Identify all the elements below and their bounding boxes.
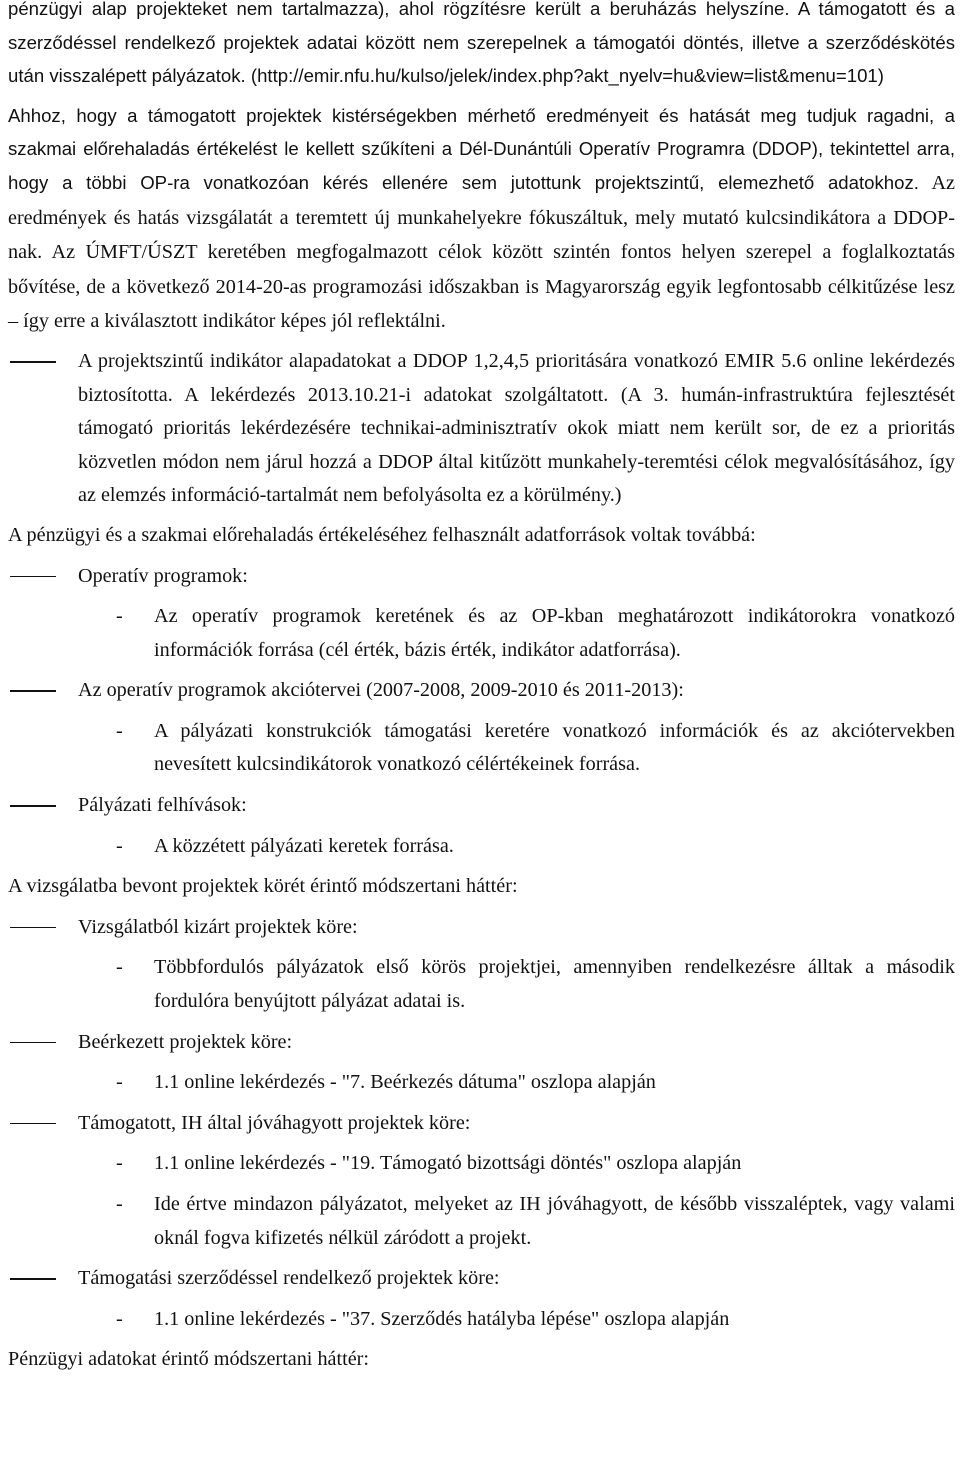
sub-list-item <box>8 1303 955 1337</box>
hyphen-bullet: - <box>116 1071 123 1094</box>
data-sources-list <box>8 560 955 864</box>
sub-list-item-text: A pályázati konstrukciók támogatási keretére vonatkozó információk és az akciótervekben nevesített kulcsindikátorok vonatkozó célértékeinek forrása. <box>154 719 955 776</box>
document-page <box>8 0 955 1377</box>
sub-list-item <box>8 1188 955 1255</box>
project-scope-list <box>8 911 955 1337</box>
hyphen-bullet: - <box>116 1152 123 1175</box>
dash-bullet-icon <box>10 361 56 363</box>
dash-bullet-icon <box>10 1123 56 1125</box>
sub-list-item <box>8 600 955 667</box>
dash-bullet-icon <box>10 576 56 578</box>
sub-list-item-text: 1.1 online lekérdezés - "7. Beérkezés dátuma" oszlopa alapján <box>154 1071 656 1094</box>
dash-list-item-label: Operatív programok: <box>78 564 248 587</box>
indicator-list-item-text: A projektszintű indikátor alapadatokat a DDOP 1,2,4,5 prioritására vonatkozó EMIR 5.6 online lekérdezés biztosította. A lekérdezés 2013.10.21-i adatokat szolgáltatott. (A 3. humán-infrastruktúra fejlesztését támogató prioritás lekérdezésére technikai-adminisztratív okok miatt nem került sor, de ez a prioritás közvetlen módon nem járul hozzá a DDOP által kitűzött munkahely-teremtési célok megvalósításához, így az elemzés információ-tartalmát nem befolyásolta ez a körülmény.) <box>78 349 955 507</box>
data-sources-heading: A pénzügyi és a szakmai előrehaladás értékeléséhez felhasznált adatforrások voltak továbbá: <box>8 523 756 546</box>
indicator-list-item <box>8 345 955 513</box>
dash-list-item-label: Beérkezett projektek köre: <box>78 1030 293 1053</box>
financial-methodology-heading: Pénzügyi adatokat érintő módszertani háttér: <box>8 1348 370 1371</box>
dash-list-item <box>8 911 955 945</box>
hyphen-bullet: - <box>116 605 123 628</box>
dash-list-item-label: Támogatási szerződéssel rendelkező projektek köre: <box>78 1267 500 1290</box>
methodology-paragraph <box>8 99 955 339</box>
sub-list-item <box>8 1147 955 1181</box>
methodology-paragraph-part1: Ahhoz, hogy a támogatott projektek kistérségekben mérhető eredményeit és hatását meg tudjuk ragadni, a szakmai előrehaladás értékelést le kellett szűkíteni a Dél-Dunántúli Operatív Programra (DDOP), tekintettel arra, hogy a többi OP-ra vonatkozóan kérés ellenére sem jutottunk projektszintű, elemezhető adatokhoz. <box>8 104 955 193</box>
dash-list-item <box>8 674 955 708</box>
hyphen-bullet: - <box>116 956 123 979</box>
dash-list-item-label: Vizsgálatból kizárt projektek köre: <box>78 915 358 938</box>
methodology-paragraph-part2: Az eredmények és hatás vizsgálatát a teremtett új munkahelyekre fókuszáltuk, mely mutató kulcsindikátora a DDOP-nak. Az ÚMFT/ÚSZT keretében megfogalmazott célok között szintén fontos helyen szerepel a foglalkoztatás bővítése, de a következő 2014-20-as programozási időszakban is Magyarország egyik legfontosabb célkitűzése lesz – így erre a kiválasztott indikátor képes jól reflektálni. <box>8 171 955 333</box>
project-scope-heading: A vizsgálatba bevont projektek körét érintő módszertani háttér: <box>8 875 518 898</box>
sub-list-item-text: 1.1 online lekérdezés - "37. Szerződés hatályba lépése" oszlopa alapján <box>154 1307 730 1330</box>
dash-bullet-icon <box>10 805 56 807</box>
dash-list-item-label: Az operatív programok akciótervei (2007-2008, 2009-2010 és 2011-2013): <box>78 679 684 702</box>
hyphen-bullet: - <box>116 834 123 857</box>
dash-list-item-label: Támogatott, IH által jóváhagyott projektek köre: <box>78 1111 471 1134</box>
sub-list-item-text: Ide értve mindazon pályázatot, melyeket az IH jóváhagyott, de később visszaléptek, vagy valami oknál fogva kifizetés nélkül záródott a projekt. <box>154 1193 955 1249</box>
dash-list-item <box>8 789 955 823</box>
sub-list-item <box>8 715 955 782</box>
hyphen-bullet: - <box>116 1307 123 1330</box>
dash-list-item <box>8 1262 955 1296</box>
dash-list-item <box>8 1026 955 1060</box>
intro-paragraph: pénzügyi alap projekteket nem tartalmazza), ahol rögzítésre került a beruházás helyszíne. A támogatott és a szerződéssel rendelkező projektek adatai között nem szerepelnek a támogatói döntés, illetve a szerződéskötés után visszalépett pályázatok. (http://emir.nfu.hu/kulso/jelek/index.php?akt_nyelv=hu&view=list&menu=101) <box>8 0 955 87</box>
sub-list-item <box>8 1066 955 1100</box>
hyphen-bullet: - <box>116 1193 123 1215</box>
dash-list-item-label: Pályázati felhívások: <box>78 794 247 817</box>
sub-list-item <box>8 951 955 1018</box>
dash-bullet-icon <box>10 927 56 929</box>
dash-bullet-icon <box>10 1278 56 1280</box>
sub-list-item <box>8 830 955 864</box>
dash-bullet-icon <box>10 1042 56 1044</box>
sub-list-item-text: Többfordulós pályázatok első körös projektjei, amennyiben rendelkezésre álltak a második fordulóra benyújtott pályázat adatai is. <box>154 956 955 1013</box>
sub-list-item-text: A közzétett pályázati keretek forrása. <box>154 834 454 857</box>
dash-list-item <box>8 1107 955 1141</box>
hyphen-bullet: - <box>116 719 123 742</box>
dash-list-item <box>8 560 955 594</box>
sub-list-item-text: Az operatív programok keretének és az OP-kban meghatározott indikátorokra vonatkozó információk forrása (cél érték, bázis érték, indikátor adatforrása). <box>154 605 955 661</box>
sub-list-item-text: 1.1 online lekérdezés - "19. Támogató bizottsági döntés" oszlopa alapján <box>154 1152 742 1175</box>
dash-bullet-icon <box>10 690 56 692</box>
